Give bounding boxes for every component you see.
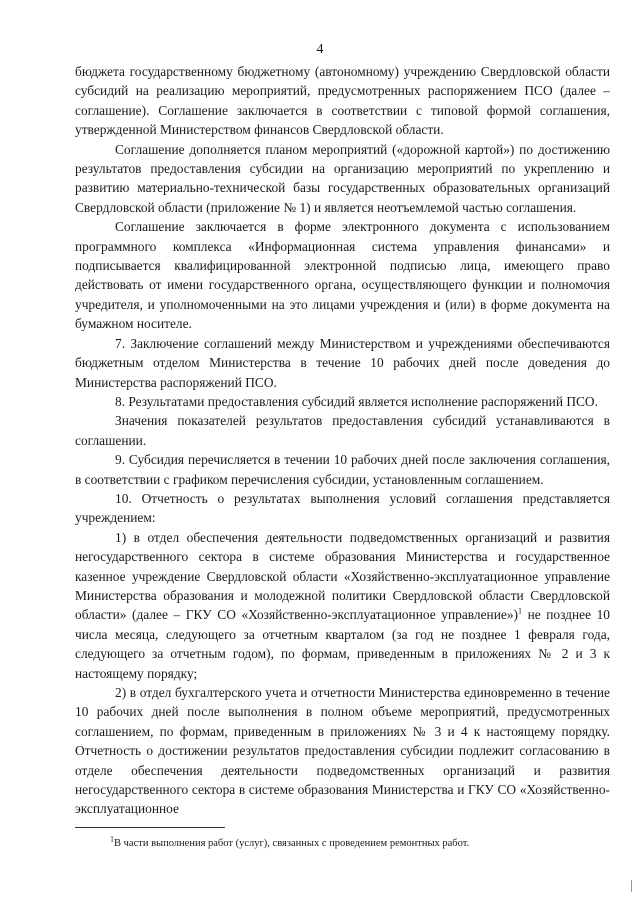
paragraph-item-10: 10. Отчетность о результатах выполнения условий соглашения представляется учреждением: (75, 490, 610, 526)
paragraph-item-8: 8. Результатами предоставления субсидий является исполнение распоряжений ПСО. (115, 393, 598, 409)
scan-edge-mark (631, 880, 632, 892)
footnote-mark: 1 (110, 834, 114, 844)
paragraph-item-7: 7. Заключение соглашений между Министерством и учреждениями обеспечиваются бюджетным отделом Министерства в течение 10 рабочих дней после доведения до Министерства распоряжений ПСО. (75, 335, 610, 390)
subitem-1-text-continued: не позднее 10 числа месяца, следующего за отчетным кварталом (за год не позднее 1 февраля года, следующего за отчетным годом), по формам, приведенным в приложениях № 2 и 3 к настоящему порядку; (75, 607, 611, 681)
paragraph-subitem-1 (75, 528, 610, 683)
subitem-1-text: 1) в отдел обеспечения деятельности подведомственных организаций и развития негосударственного сектора в системе образования Министерства и государственное казенное учреждение Свердловской области «Хозяйственно-эксплуатационное управление Министерства образования и молодежной политики Свердловской области Свердловской области» (далее – ГКУ СО «Хозяйственно-эксплуатационное управление») (75, 529, 610, 623)
footnote-reference: 1 (517, 606, 522, 616)
paragraph-item-9: 9. Субсидия перечисляется в течении 10 рабочих дней после заключения соглашения, в соответствии с графиком перечисления субсидии, установленным соглашением. (75, 452, 610, 487)
page-number: 4 (316, 42, 324, 57)
paragraph-electronic-form: Соглашение заключается в форме электронного документа с использованием программного комплекса «Информационная система управления финансами» и подписывается квалифицированной электронной подписью лица, имеющего право действовать от имени государственного органа, осуществляющего функции и полномочия учредителя, и уполномоченными на это лицами учреждения и (или) в форме документа на бумажном носителе. (75, 219, 610, 332)
footnote-separator (75, 827, 225, 828)
footnote-text: В части выполнения работ (услуг), связанных с проведением ремонтных работ. (114, 838, 470, 849)
footnote (110, 834, 610, 850)
body-text (75, 62, 610, 819)
paragraph-indicator-values: Значения показателей результатов предоставления субсидий устанавливаются в соглашении. (75, 413, 610, 448)
paragraph-subitem-2: 2) в отдел бухгалтерского учета и отчетности Министерства единовременно в течение 10 рабочих дней после выполнения в полном объеме мероприятий, предусмотренных соглашением, по формам, приведенным в приложениях № 3 и 4 к настоящему порядку. Отчетность о достижении результатов предоставления субсидии подлежит согласованию в отделе обеспечения деятельности подведомственных организаций и развития негосударственного сектора в системе образования Министерства и ГКУ СО «Хозяйственно-эксплуатационное (75, 685, 610, 817)
paragraph-intro-continuation: бюджета государственному бюджетному (автономному) учреждению Свердловской области субсидий на реализацию мероприятий, предусмотренных распоряжением ПСО (далее – соглашение). Соглашение заключается в соответствии с типовой формой соглашения, утвержденной Министерством финансов Свердловской области. (75, 64, 610, 138)
paragraph-roadmap: Соглашение дополняется планом мероприятий («дорожной картой») по достижению результатов предоставления субсидии на организацию мероприятий по укреплению и развитию материально-технической базы государственных образовательных организаций Свердловской области (приложение № 1) и является неотъемлемой частью соглашения. (75, 141, 610, 215)
